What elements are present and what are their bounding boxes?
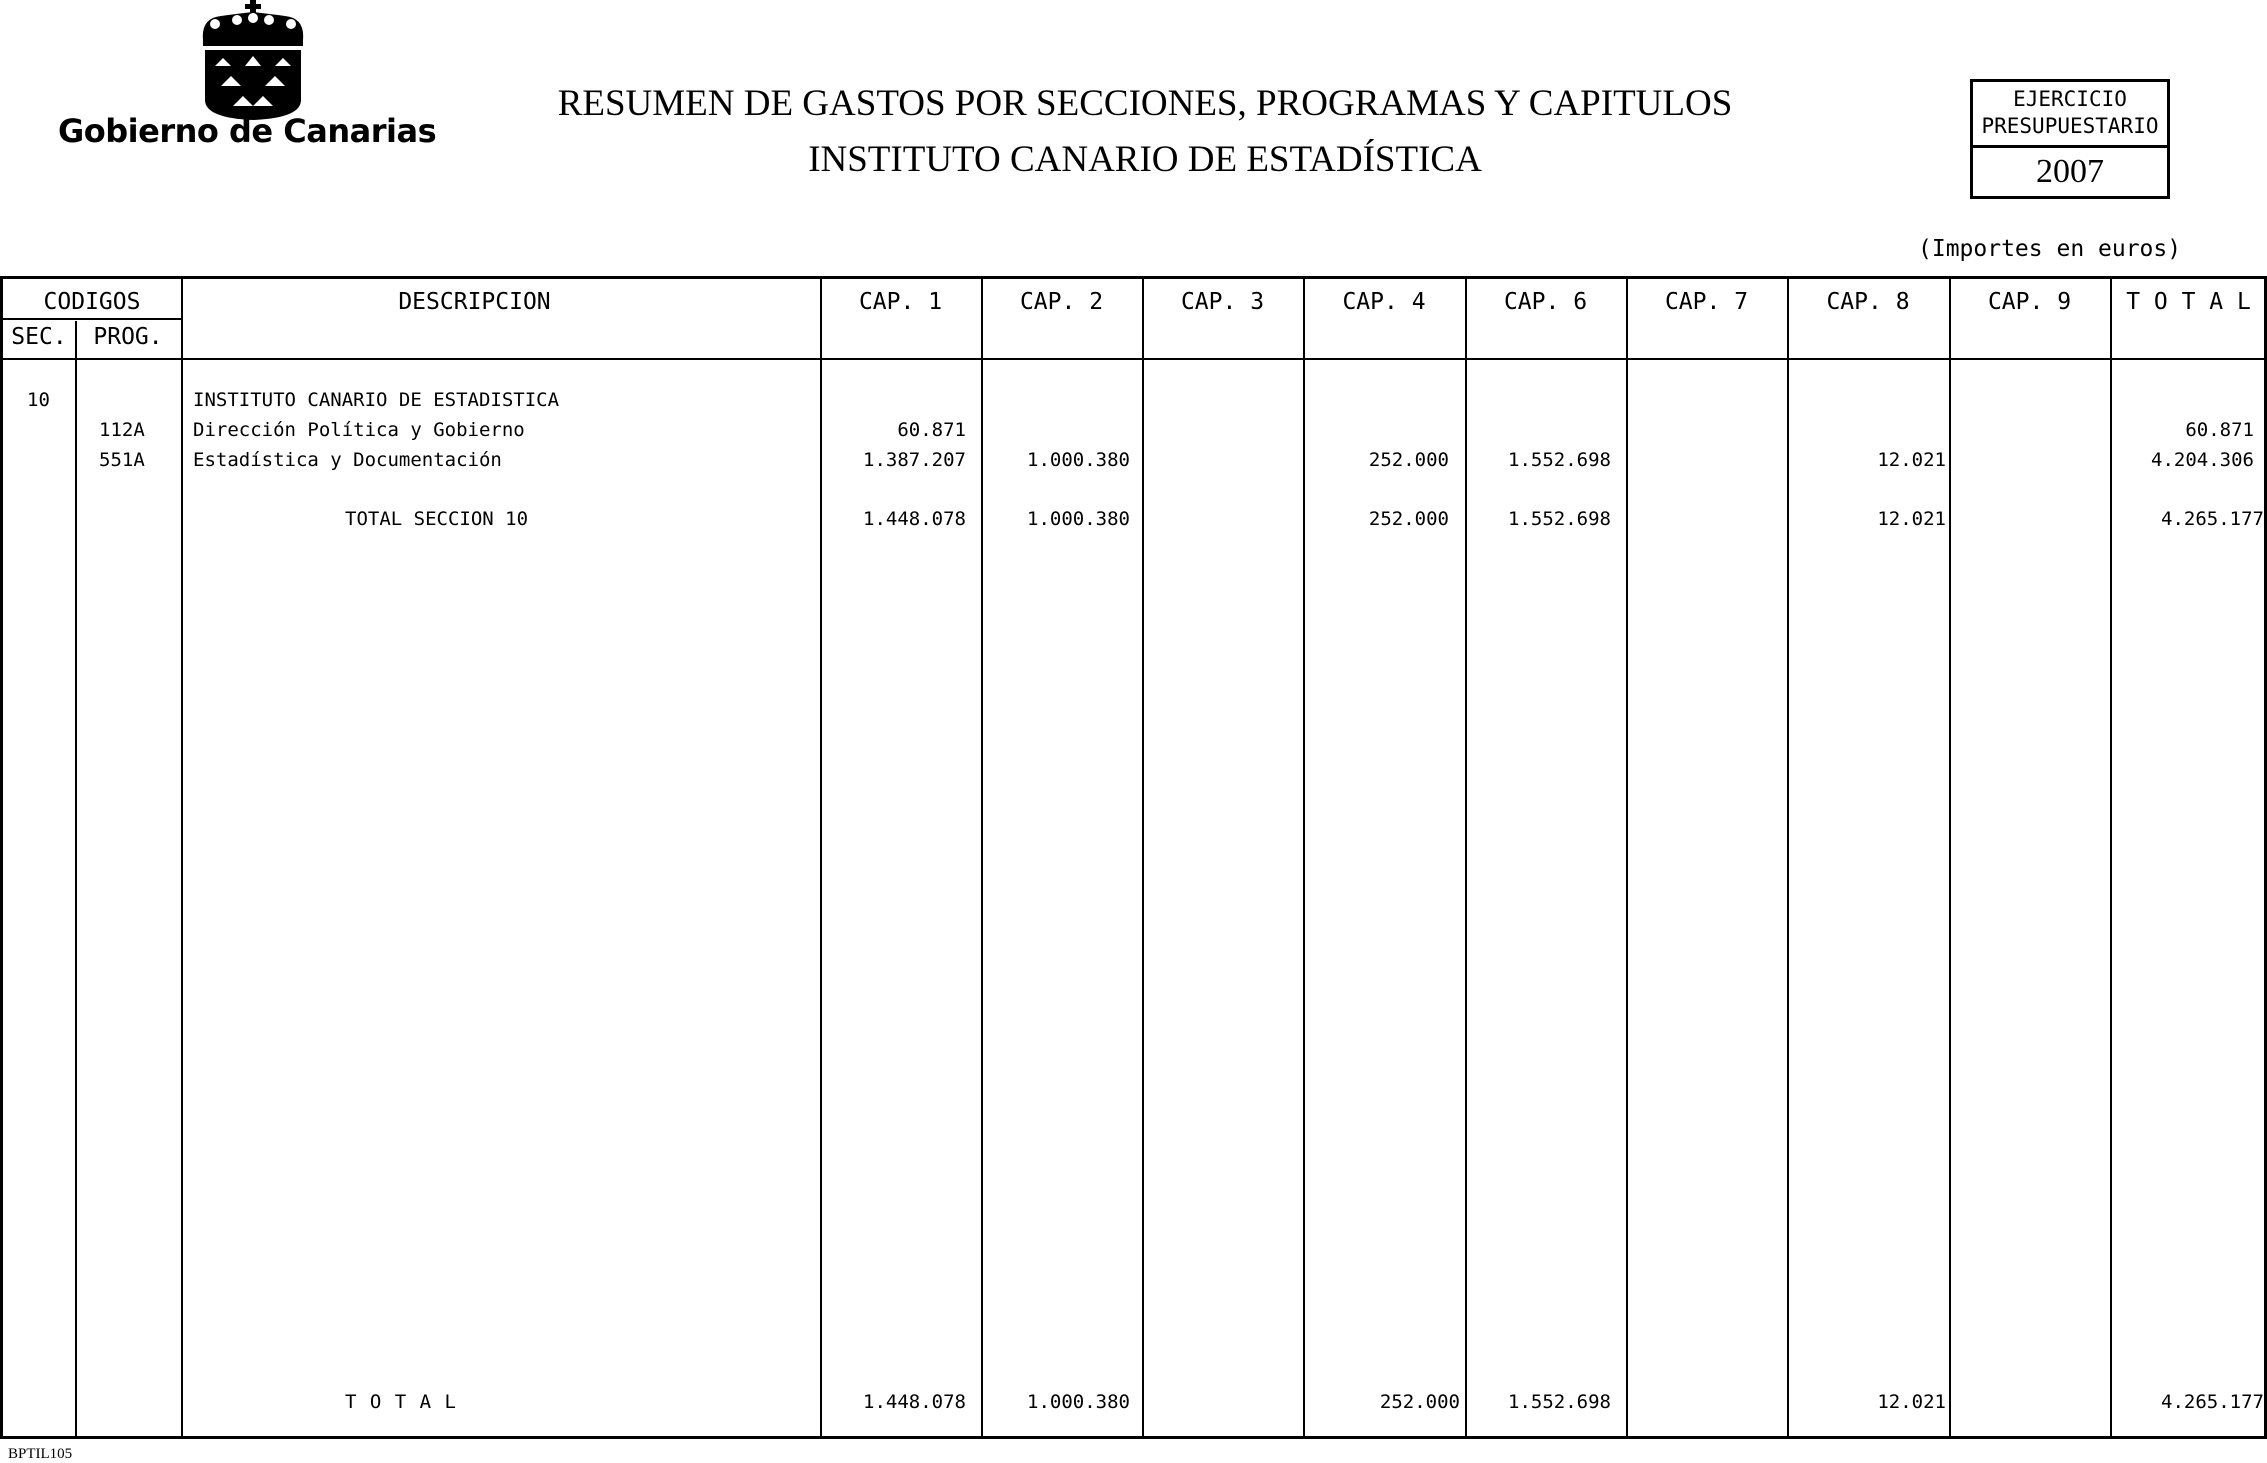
cap8-value: 12.021	[1877, 508, 1946, 530]
cap1-value: 1.448.078	[863, 1391, 966, 1413]
grand-total-label: T O T A L	[345, 1391, 457, 1413]
fiscal-year-box	[1970, 79, 2170, 199]
divider	[820, 279, 822, 1436]
col-header-total: T O T A L	[2126, 289, 2251, 315]
cap4-value: 252.000	[1368, 449, 1449, 471]
cap1-value: 1.448.078	[863, 508, 966, 530]
budget-table	[0, 276, 2267, 1439]
coat-of-arms-icon	[191, 0, 315, 120]
section-code: 10	[27, 389, 50, 411]
col-header-cap3: CAP. 3	[1180, 289, 1265, 315]
divider	[1465, 279, 1467, 1436]
divider	[1949, 279, 1951, 1436]
col-header-cap4: CAP. 4	[1342, 289, 1426, 315]
gobierno-canarias-logo	[58, 0, 437, 160]
total-value: 4.204.306	[2151, 449, 2254, 471]
col-header-cap7: CAP. 7	[1664, 289, 1749, 315]
cap4-value: 252.000	[1368, 508, 1449, 530]
fiscal-year-label-line1: EJERCICIO	[2013, 87, 2127, 111]
divider	[1787, 279, 1789, 1436]
cap6-value: 1.552.698	[1508, 1391, 1611, 1413]
program-description: Estadística y Documentación	[193, 449, 502, 471]
col-header-sec: SEC.	[11, 324, 67, 350]
report-title: RESUMEN DE GASTOS POR SECCIONES, PROGRAMAS Y CAPITULOS	[557, 83, 1733, 124]
units-note: (Importes en euros)	[1918, 236, 2182, 262]
fiscal-year-label	[1973, 82, 2167, 148]
divider	[1303, 279, 1305, 1436]
col-header-cap8: CAP. 8	[1826, 289, 1910, 315]
divider	[3, 358, 2264, 360]
divider	[2110, 279, 2112, 1436]
divider	[181, 279, 183, 1436]
divider	[75, 321, 77, 1436]
cap2-value: 1.000.380	[1027, 449, 1130, 471]
report-code: BPTIL105	[8, 1446, 73, 1462]
col-header-cap9: CAP. 9	[1987, 289, 2072, 315]
section-total-label: TOTAL SECCION 10	[345, 508, 529, 530]
logo-wordmark: Gobierno de Canarias	[58, 112, 437, 150]
total-value: 4.265.177	[2161, 1391, 2264, 1413]
cap8-value: 12.021	[1877, 1391, 1946, 1413]
col-header-codigos: CODIGOS	[43, 289, 141, 315]
total-value: 60.871	[2185, 419, 2254, 441]
col-header-descripcion: DESCRIPCION	[398, 289, 551, 315]
divider	[1142, 279, 1144, 1436]
cap2-value: 1.000.380	[1027, 508, 1130, 530]
program-description: Dirección Política y Gobierno	[193, 419, 525, 441]
cap1-value: 1.387.207	[863, 449, 966, 471]
program-code: 112A	[99, 419, 145, 441]
col-header-cap6: CAP. 6	[1503, 289, 1588, 315]
fiscal-year-label-line2: PRESUPUESTARIO	[1981, 114, 2159, 138]
col-header-cap1: CAP. 1	[858, 289, 943, 315]
fiscal-year-value: 2007	[2036, 153, 2104, 190]
divider	[3, 318, 181, 320]
col-header-prog: PROG.	[93, 324, 163, 350]
section-description: INSTITUTO CANARIO DE ESTADISTICA	[193, 389, 560, 411]
cap2-value: 1.000.380	[1027, 1391, 1130, 1413]
cap6-value: 1.552.698	[1508, 508, 1611, 530]
cap4-value: 252.000	[1379, 1391, 1460, 1413]
divider	[981, 279, 983, 1436]
divider	[1626, 279, 1628, 1436]
cap1-value: 60.871	[897, 419, 966, 441]
cap8-value: 12.021	[1877, 449, 1946, 471]
cap6-value: 1.552.698	[1508, 449, 1611, 471]
report-subtitle: INSTITUTO CANARIO DE ESTADÍSTICA	[808, 139, 1482, 180]
program-code: 551A	[99, 449, 145, 471]
col-header-cap2: CAP. 2	[1019, 289, 1104, 315]
total-value: 4.265.177	[2161, 508, 2264, 530]
